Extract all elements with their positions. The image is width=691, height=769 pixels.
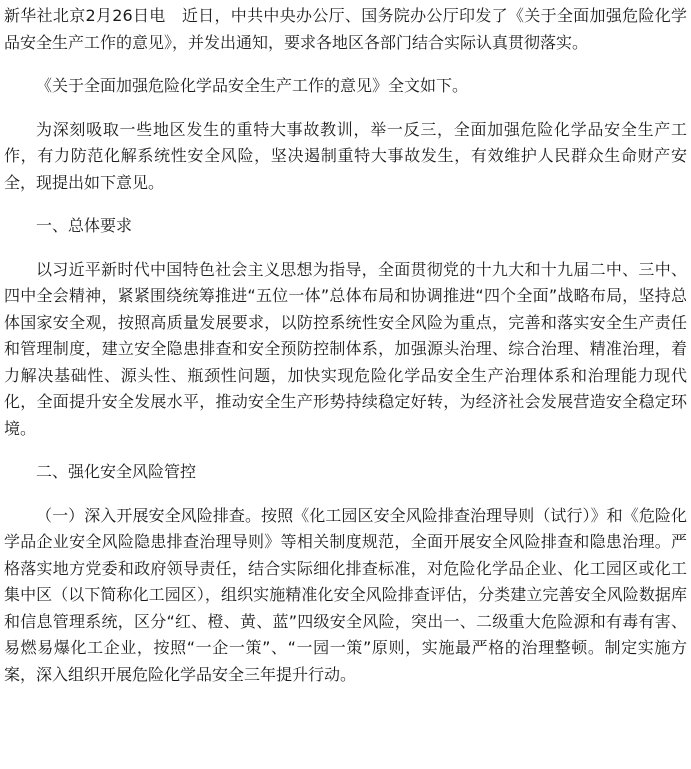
lead-paragraph: 新华社北京2月26日电 近日，中共中央办公厅、国务院办公厅印发了《关于全面加强危险化学品安全生产工作的意见》，并发出通知，要求各地区各部门结合实际认真贯彻落实。	[4, 6, 687, 52]
preamble-paragraph: 为深刻吸取一些地区发生的重特大事故教训，举一反三，全面加强危险化学品安全生产工作，有力防范化解系统性安全风险，坚决遏制重特大事故发生，有效维护人民群众生命财产安全，现提出如下意见。	[4, 119, 687, 192]
section-heading-general-requirements: 一、总体要求	[36, 216, 133, 235]
section-general-requirements-body: 以习近平新时代中国特色社会主义思想为指导，全面贯彻党的十九大和十九届二中、三中、四中全会精神，紧紧围绕统筹推进“五位一体”总体布局和协调推进“四个全面”战略布局，坚持总体国家安全观，按照高质量发展要求，以防控系统性安全风险为重点，完善和落实安全生产责任和管理制度，建立安全隐患排查和安全预防控制体系，加强源头治理、综合治理、精准治理，着力解决基础性、源头性、瓶颈性问题，加快实现危险化学品安全生产治理体系和治理能力现代化，全面提升安全发展水平，推动安全生产形势持续稳定好转，为经济社会发展营造安全稳定环境。	[4, 259, 687, 438]
section-heading-risk-control: 二、强化安全风险管控	[36, 462, 197, 481]
section-risk-control-item-1: （一）深入开展安全风险排查。按照《化工园区安全风险排查治理导则（试行）》和《危险化学品企业安全风险隐患排查治理导则》等相关制度规范，全面开展安全风险排查和隐患治理。严格落实地方党委和政府领导责任，结合实际细化排查标准，对危险化学品企业、化工园区或化工集中区（以下简称化工园区），组织实施精准化安全风险排查评估，分类建立完善安全风险数据库和信息管理系统，区分“红、橙、黄、蓝”四级安全风险，突出一、二级重大危险源和有毒有害、易燃易爆化工企业，按照“一企一策”、“一园一策”原则，实施最严格的治理整顿。制定实施方案，深入组织开展危险化学品安全三年提升行动。	[4, 505, 687, 684]
intro-line: 《关于全面加强危险化学品安全生产工作的意见》全文如下。	[36, 76, 469, 95]
